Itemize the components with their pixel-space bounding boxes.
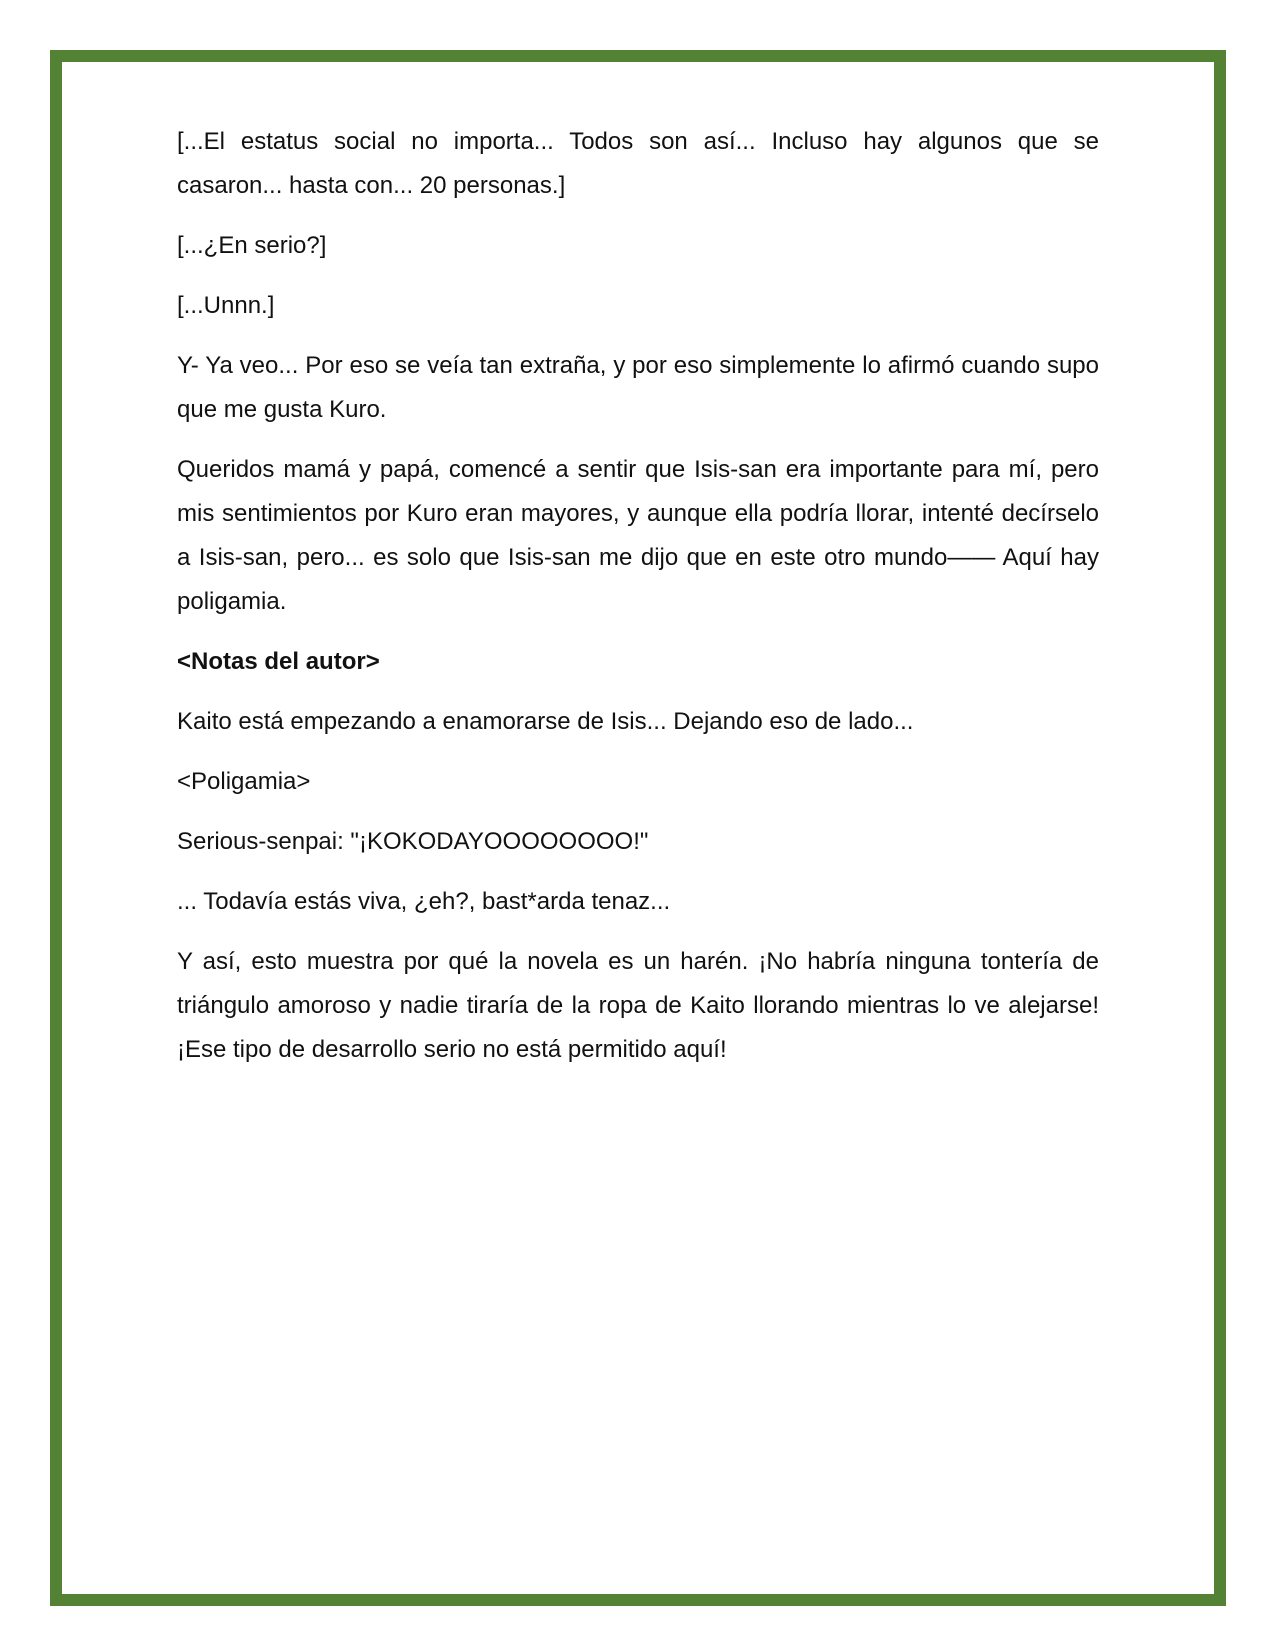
document-body bbox=[177, 120, 1099, 1088]
paragraph-unnn: [...Unnn.] bbox=[177, 292, 275, 319]
paragraph-queridos: Queridos mamá y papá, comencé a sentir que Isis-san era importante para mí, pero mis sentimientos por Kuro eran mayores, y aunque ella podría llorar, intenté decírselo a Isis-san, pero... es solo que Isis-san me dijo que en este otro mundo—— Aquí hay poligamia. bbox=[177, 456, 1099, 615]
paragraph-en-serio: [...¿En serio?] bbox=[177, 232, 327, 259]
author-notes-heading: <Notas del autor> bbox=[177, 648, 380, 675]
paragraph-todavia: ... Todavía estás viva, ¿eh?, bast*arda tenaz... bbox=[177, 888, 671, 915]
paragraph-social-status: [...El estatus social no importa... Todos son así... Incluso hay algunos que se casaron... hasta con... 20 personas.] bbox=[177, 128, 1099, 199]
paragraph-serious-senpai: Serious-senpai: "¡KOKODAYOOOOOOOO!" bbox=[177, 828, 649, 855]
paragraph-poligamia: <Poligamia> bbox=[177, 768, 311, 795]
paragraph-ya-veo: Y- Ya veo... Por eso se veía tan extraña, y por eso simplemente lo afirmó cuando supo que me gusta Kuro. bbox=[177, 352, 1099, 423]
paragraph-kaito: Kaito está empezando a enamorarse de Isis... Dejando eso de lado... bbox=[177, 708, 914, 735]
paragraph-y-asi: Y así, esto muestra por qué la novela es un harén. ¡No habría ninguna tontería de triángulo amoroso y nadie tiraría de la ropa de Kaito llorando mientras lo ve alejarse! ¡Ese tipo de desarrollo serio no está permitido aquí! bbox=[177, 948, 1099, 1063]
